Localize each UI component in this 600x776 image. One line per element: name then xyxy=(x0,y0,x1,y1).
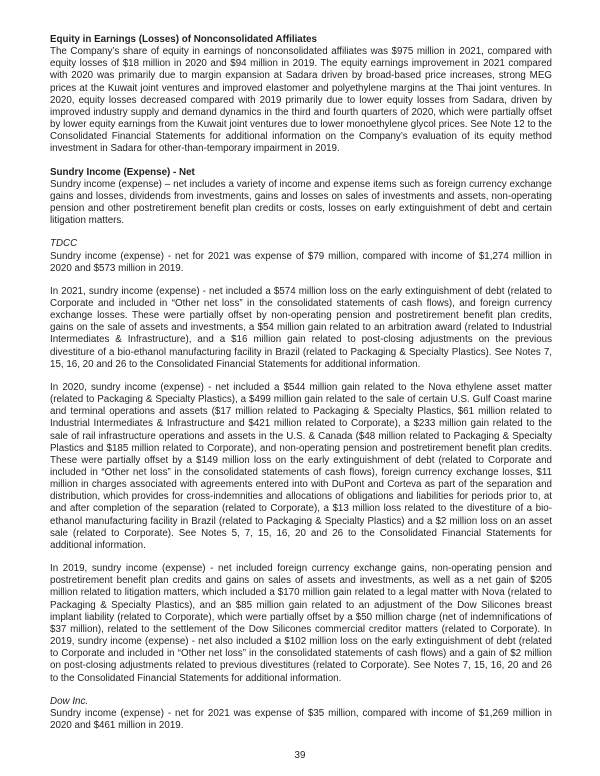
para-tdcc-2021: In 2021, sundry income (expense) - net included a $574 million loss on the early extinguishment of debt (related to Corporate and included in “Other net loss” in the consolidated statements of cash flows), and foreign currency exchange losses. These were partially offset by non-operating pension and postretirement benefit plan credits, gains on the sale of assets and investments, a $54 million gain related to an arbitration award (related to Industrial Intermediates & Infrastructure), and a $16 million gain related to post-closing adjustments on the previous divestiture of a bio-ethanol manufacturing facility in Brazil (related to Packaging & Specialty Plastics). See Notes 7, 15, 16, 20 and 26 to the Consolidated Financial Statements for additional information. xyxy=(50,285,552,370)
para-equity-earnings: The Company’s share of equity in earnings of nonconsolidated affiliates was $975 million in 2021, compared with equity losses of $18 million in 2020 and $94 million in 2019. The equity earnings improvement in 2021 compared with 2020 was primarily due to margin expansion at Sadara driven by broad-based price increases, strong MEG prices at the Kuwait joint ventures and improved elastomer and polyethylene margins at the Thai joint ventures. In 2020, equity losses decreased compared with 2019 primarily due to lower equity losses from Sadara, driven by improved industry supply and demand dynamics in the third and fourth quarters of 2020, which were partially offset by lower equity earnings from the Kuwait joint ventures due to lower monoethylene glycol prices. See Note 12 to the Consolidated Financial Statements for additional information on the Company’s evaluation of its equity method investment in Sadara for other-than-temporary impairment in 2019. xyxy=(50,46,552,155)
page-content xyxy=(50,34,552,732)
page-number: 39 xyxy=(294,750,306,761)
para-tdcc-2020: In 2020, sundry income (expense) - net included a $544 million gain related to the Nova ethylene asset matter (related to Packaging & Specialty Plastics), a $499 million gain related to the sale of certain U.S. Gulf Coast marine and terminal operations and assets ($17 million related to Packaging & Specialty Plastics, $61 million related to Industrial Intermediates & Infrastructure and $421 million related to Corporate), a $233 million gain related to the sale of rail infrastructure operations and assets in the U.S. & Canada ($48 million related to Packaging & Specialty Plastics and $185 million related to Corporate), and non-operating pension and postretirement benefit plan credits. These were partially offset by a $149 million loss on the early extinguishment of debt (related to Corporate and included in “Other net loss” in the consolidated statements of cash flows), foreign currency exchange losses, $11 million in charges associated with agreements entered into with DuPont and Corteva as part of the separation and distribution, which provides for cross-indemnities and allocations of obligations and liabilities for periods prior to, at and after completion of the separation (related to Corporate), a $13 million loss related to the divestiture of a bio-ethanol manufacturing facility in Brazil (related to Packaging & Specialty Plastics) and a $2 million loss on an asset sale (related to Corporate). See Notes 5, 7, 15, 16, 20 and 26 to the Consolidated Financial Statements for additional information. xyxy=(50,381,552,551)
heading-equity-in-earnings: Equity in Earnings (Losses) of Nonconsolidated Affiliates xyxy=(50,34,317,45)
para-tdcc-2019: In 2019, sundry income (expense) - net included foreign currency exchange gains, non-operating pension and postretirement benefit plan credits and gains on sales of assets and investments, as well as a net gain of $205 million related to litigation matters, which included a $170 million gain related to a legal matter with Nova (related to Packaging & Specialty Plastics), and an $85 million gain related to an adjustment of the Dow Silicones breast implant liability (related to Corporate), which were partially offset by a $50 million charge (net of indemnifications of $37 million), related to the settlement of the Dow Silicones commercial creditor matters (related to Corporate). In 2019, sundry income (expense) - net also included a $102 million loss on the early extinguishment of debt (related to Corporate and included in “Other net loss” in the consolidated statements of cash flows) and a gain of $2 million on post-closing adjustments related to previous divestitures (related to Corporate). See Notes 7, 15, 16, 20 and 26 to the Consolidated Financial Statements for additional information. xyxy=(50,563,552,684)
para-tdcc-summary: Sundry income (expense) - net for 2021 was expense of $79 million, compared with income of $1,274 million in 2020 and $573 million in 2019. xyxy=(50,250,552,274)
para-sundry-income-overview: Sundry income (expense) – net includes a variety of income and expense items such as foreign currency exchange gains and losses, dividends from investments, gains and losses on sales of investments and assets, non-operating pension and other postretirement benefit plan credits or costs, losses on early extinguishment of debt and certain litigation matters. xyxy=(50,178,552,227)
heading-sundry-income-expense-net: Sundry Income (Expense) - Net xyxy=(50,166,195,178)
para-dow-inc-summary: Sundry income (expense) - net for 2021 was expense of $35 million, compared with income of $1,269 million in 2020 and $461 million in 2019. xyxy=(50,707,552,731)
subheading-tdcc: TDCC xyxy=(50,238,78,250)
subheading-dow-inc: Dow Inc. xyxy=(50,695,89,707)
